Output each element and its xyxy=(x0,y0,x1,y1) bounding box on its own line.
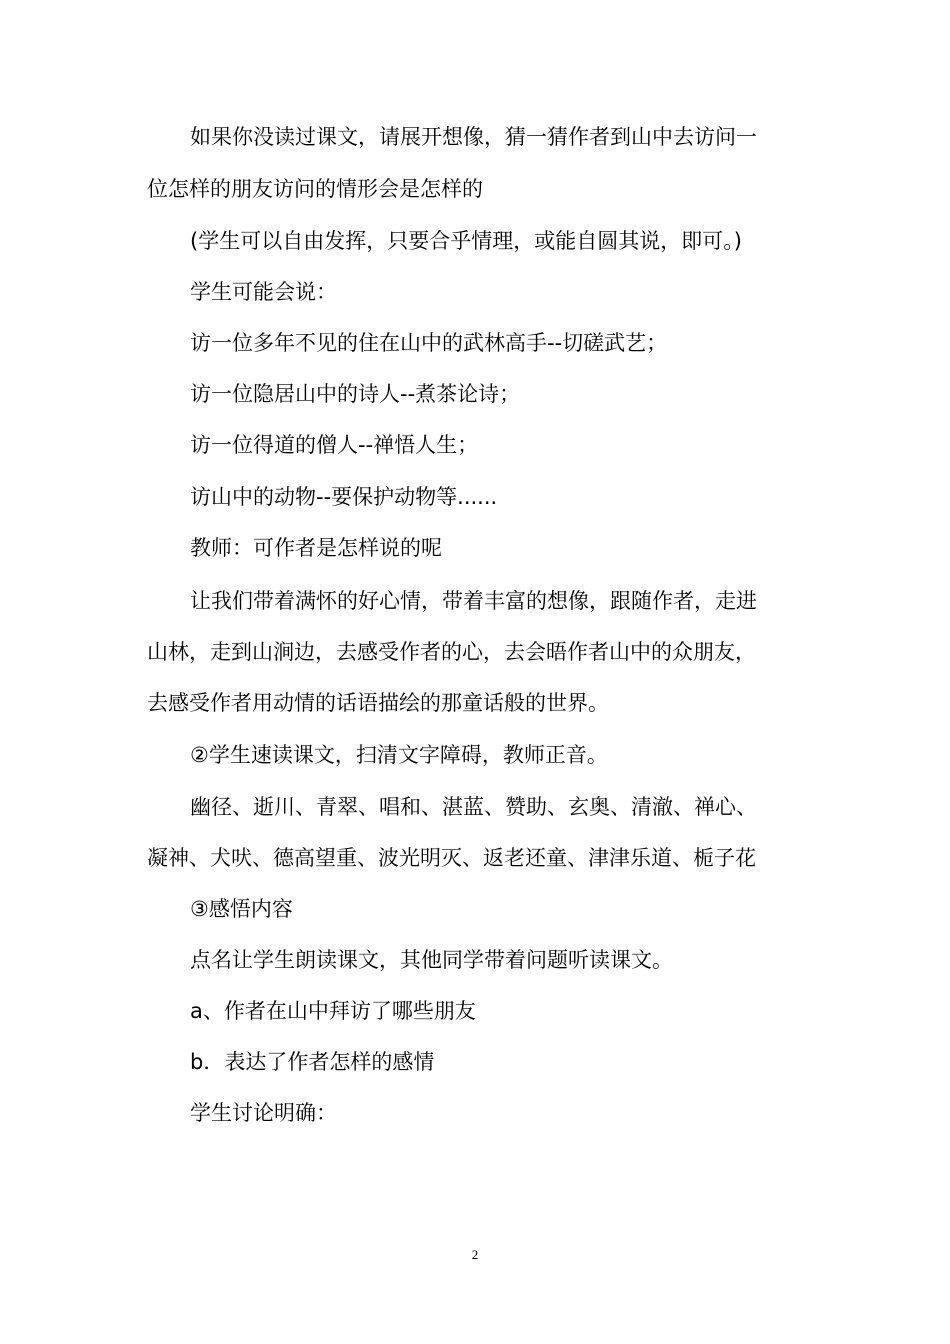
paragraph-line: ②学生速读课文，扫清文字障碍，教师正音。 xyxy=(190,743,608,767)
paragraph-line: 如果你没读过课文，请展开想像，猜一猜作者到山中去访问一 xyxy=(190,125,757,149)
paragraph-line: 教师：可作者是怎样说的呢 xyxy=(190,536,442,560)
paragraph-line: 点名让学生朗读课文，其他同学带着问题听读课文。 xyxy=(190,948,673,972)
paragraph-line: 山林，走到山涧边，去感受作者的心，去会晤作者山中的众朋友， xyxy=(147,640,756,664)
page-number: 2 xyxy=(471,1247,479,1262)
paragraph-line: 凝神、犬吠、德高望重、波光明灭、返老还童、津津乐道、栀子花 xyxy=(147,846,756,870)
paragraph-line: 访一位得道的僧人--禅悟人生； xyxy=(190,433,479,457)
paragraph-line: 学生可能会说： xyxy=(190,280,337,304)
paragraph-line: (学生可以自由发挥，只要合乎情理，或能自圆其说，即可。) xyxy=(190,229,742,253)
paragraph-line: 访一位多年不见的住在山中的武林高手--切磋武艺； xyxy=(190,331,668,355)
paragraph-line: 访山中的动物--要保护动物等...... xyxy=(190,485,498,509)
paragraph-line: 位怎样的朋友访问的情形会是怎样的 xyxy=(147,177,483,201)
paragraph-line: 让我们带着满怀的好心情，带着丰富的想像，跟随作者，走进 xyxy=(190,589,757,613)
paragraph-line: 去感受作者用动情的话语描绘的那童话般的世界。 xyxy=(147,691,609,715)
paragraph-line: b．表达了作者怎样的感情 xyxy=(190,1050,435,1074)
paragraph-line: 访一位隐居山中的诗人--煮茶论诗； xyxy=(190,382,521,406)
paragraph-line: 幽径、逝川、青翠、唱和、湛蓝、赞助、玄奥、清澈、禅心、 xyxy=(190,795,757,819)
paragraph-line: 学生讨论明确： xyxy=(190,1101,337,1125)
paragraph-line: ③感悟内容 xyxy=(190,897,293,921)
paragraph-line: a、作者在山中拜访了哪些朋友 xyxy=(190,999,476,1023)
